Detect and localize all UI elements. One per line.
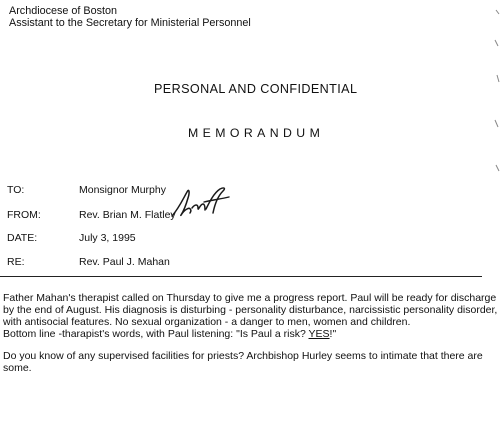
body-line: some. [3, 362, 32, 374]
body-line [3, 328, 336, 340]
date-label: DATE: [7, 232, 38, 244]
body-text: Bottom line -tharapist's words, with Paul listening: "Is Paul a risk? [3, 328, 309, 340]
from-value: Rev. Brian M. Flatley [79, 209, 176, 221]
body-line: with antisocial features. No sexual organization - a danger to men, women and children. [3, 316, 411, 328]
to-value: Monsignor Murphy [79, 184, 166, 196]
divider-line [0, 276, 482, 277]
handwritten-signature [165, 185, 235, 223]
organization-name: Archdiocese of Boston [9, 5, 118, 17]
re-value: Rev. Paul J. Mahan [79, 256, 170, 268]
office-title: Assistant to the Secretary for Ministerial Personnel [9, 17, 251, 29]
memorandum-heading: MEMORANDUM [188, 126, 325, 140]
emphasized-yes: YES [308, 328, 330, 340]
quote-closing: !" [329, 328, 337, 340]
confidential-notice: PERSONAL AND CONFIDENTIAL [154, 82, 358, 96]
to-label: TO: [7, 184, 25, 196]
body-line: by the end of August. His diagnosis is disturbing - personality disturbance, narcissistic personality disorder, [3, 304, 498, 316]
re-label: RE: [7, 256, 25, 268]
date-value: July 3, 1995 [79, 232, 136, 244]
scan-edge-marks [486, 0, 500, 421]
body-line: Father Mahan's therapist called on Thursday to give me a progress report. Paul will be ready for discharge [3, 292, 497, 304]
body-line: Do you know of any supervised facilities for priests? Archbishop Hurley seems to intimate that there are [3, 350, 483, 362]
from-label: FROM: [7, 209, 41, 221]
